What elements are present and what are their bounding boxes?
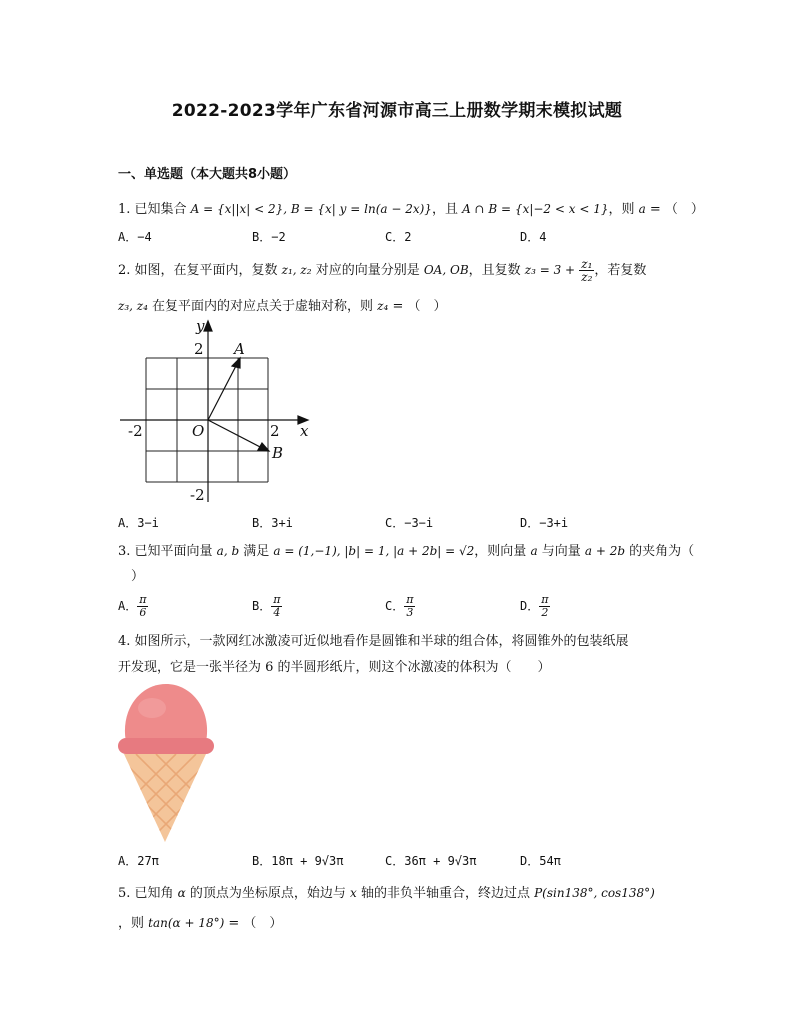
q3-option-c-frac [404,594,415,619]
q3-option-a-frac [137,594,148,619]
q5-math-x: x [350,886,357,900]
q3-math-condition: a = (1,−1), |b| = 1, |a + 2b| = √2 [273,544,475,558]
q3-b-den: 4 [273,606,281,619]
x-axis-label: x [300,422,309,440]
q3-a-num: π [139,593,147,606]
q2-math-z1z2: z₁, z₂ [281,263,312,277]
q3-option-d [520,594,550,619]
q4-option-b: B．18π + 9√3π [252,854,344,868]
question-2-line-1 [118,258,646,283]
q1-text-c: ，则 [608,202,639,217]
q3-option-b-frac [271,594,282,619]
q1-math2: A ∩ B = {x|−2 < x < 1} [462,202,609,216]
q5-text-d: ，则 [118,916,149,931]
tick-pos-y: 2 [194,340,204,358]
arrow-a-icon [232,358,240,368]
cone [116,754,216,844]
q3-d-num: π [541,593,549,606]
tick-pos-x: 2 [270,422,280,440]
q3-c-num: π [406,593,414,606]
q2-text-d: ，若复数 [594,263,647,278]
origin-label: O [192,422,205,440]
q1-option-a: A．−4 [118,230,152,244]
axes [120,321,308,502]
question-4-line-2: 开发现，它是一张半径为 6 的半圆形纸片，则这个冰激凌的体积为（ ） [118,660,551,675]
q2-text-a: 2. 如图，在复平面内，复数 [118,263,282,278]
q5-text-e: = （ ） [224,916,283,931]
q2-math-vectors: OA, OB [423,263,469,277]
q3-option-c-label: C． [385,599,405,613]
q1-math: A = {x||x| < 2}, B = {x| y = ln(a − 2x)} [190,202,432,216]
q3-text-d: 与向量 [537,544,585,559]
q4-option-d: D．54π [520,854,561,868]
q4-option-c: C．36π + 9√3π [385,854,477,868]
q2-text-f: = （ ） [388,299,447,314]
q2-math-z3: z₃ = 3 + [524,263,576,277]
q2-fraction [579,258,594,283]
q3-option-a [118,594,148,619]
q3-text-a: 3. 已知平面向量 [118,544,217,559]
q1-option-d: D．4 [520,230,547,244]
q3-option-d-label: D． [520,599,540,613]
question-5-line-2 [118,912,282,931]
q1-text-d: = （ ） [645,202,704,217]
vector-oa [208,362,238,420]
q2-text-b: 对应的向量分别是 [311,263,424,278]
q2-option-a: A．3−i [118,516,159,530]
q1-option-c: C．2 [385,230,412,244]
q5-text-c: 轴的非负半轴重合，终边过点 [356,886,535,901]
q3-math-ab: a, b [216,544,240,558]
question-3-line-1 [118,540,694,559]
q2-math-z4: z₄ [377,299,389,313]
y-axis-label: y [196,317,205,335]
q3-option-a-label: A． [118,599,138,613]
tick-neg-x: -2 [128,422,143,440]
complex-plane-figure [112,316,322,508]
section-heading: 一、单选题（本大题共8小题） [118,167,297,182]
q2-frac-den: z₂ [581,270,593,284]
question-2-line-2 [118,295,446,314]
q2-frac-num: z₁ [581,257,593,271]
point-a-label: A [234,340,245,358]
q5-math-point: P(sin138°, cos138°) [534,886,655,900]
q2-option-d: D．−3+i [520,516,569,530]
q5-text-b: 的顶点为坐标原点，始边与 [185,886,351,901]
q5-math-alpha: α [177,886,186,900]
q2-option-c: C．−3−i [385,516,434,530]
q3-option-c [385,594,415,619]
scoop [118,684,214,754]
tick-neg-y: -2 [190,486,205,504]
q3-option-b [252,594,282,619]
q5-math-tan: tan(α + 18°) [148,916,225,930]
q3-b-num: π [273,593,281,606]
question-1 [118,198,704,217]
q3-option-d-frac [539,594,550,619]
q3-option-b-label: B． [252,599,272,613]
q3-d-den: 2 [541,606,549,619]
q3-text-e: 的夹角为（ [625,544,695,559]
q1-math3: a [638,202,646,216]
arrow-b-icon [258,443,269,451]
q2-text-e: 在复平面内的对应点关于虚轴对称，则 [147,299,378,314]
q3-math-a: a [530,544,538,558]
q4-option-a: A．27π [118,854,159,868]
q2-option-b: B．3+i [252,516,293,530]
q2-math-z3z4: z₃, z₄ [118,299,148,313]
page-title: 2022-2023学年广东省河源市高三上册数学期末模拟试题 [171,101,623,121]
ice-cream-figure [116,680,216,844]
point-b-label: B [272,444,284,462]
vector-ob [208,420,264,449]
q3-c-den: 3 [406,606,414,619]
q3-text-c: ，则向量 [474,544,531,559]
q1-text-a: 1. 已知集合 [118,202,191,217]
question-4-line-1: 4. 如图所示，一款网红冰激凌可近似地看作是圆锥和半球的组合体，将圆锥外的包装纸展 [118,634,629,649]
question-3-line-2: ） [118,569,145,584]
question-5-line-1 [118,882,655,901]
q3-math-a2b: a + 2b [584,544,626,558]
q3-a-den: 6 [139,606,147,619]
q5-text-a: 5. 已知角 [118,886,178,901]
q3-text-b: 满足 [239,544,274,559]
q1-option-b: B．−2 [252,230,286,244]
q2-text-c: ，且复数 [468,263,525,278]
q1-text-b: ，且 [431,202,463,217]
